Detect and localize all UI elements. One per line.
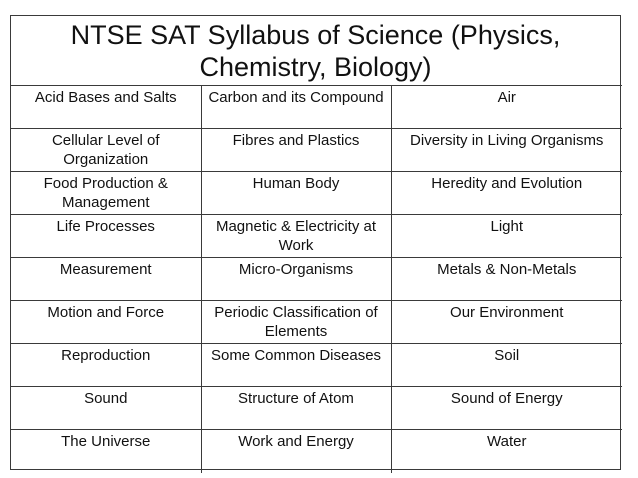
- table-cell: Work and Energy: [201, 430, 391, 473]
- table-cell: Acid Bases and Salts: [11, 86, 201, 129]
- table-cell: Motion and Force: [11, 301, 201, 344]
- table-cell: Carbon and its Compound: [201, 86, 391, 129]
- table-cell: Measurement: [11, 258, 201, 301]
- table-cell: Micro-Organisms: [201, 258, 391, 301]
- table-cell: Human Body: [201, 172, 391, 215]
- table-row: [11, 86, 622, 129]
- table-cell: Heredity and Evolution: [391, 172, 622, 215]
- table-row: [11, 430, 622, 473]
- table-cell: Structure of Atom: [201, 387, 391, 430]
- table-cell: Magnetic & Electricity at Work: [201, 215, 391, 258]
- table-cell: Light: [391, 215, 622, 258]
- table-cell: Soil: [391, 344, 622, 387]
- table-row: [11, 258, 622, 301]
- table-cell: Our Environment: [391, 301, 622, 344]
- syllabus-frame: [10, 15, 621, 470]
- table-cell: Diversity in Living Organisms: [391, 129, 622, 172]
- table-row: [11, 172, 622, 215]
- table-row: [11, 301, 622, 344]
- table-cell: Air: [391, 86, 622, 129]
- table-cell: Periodic Classification of Elements: [201, 301, 391, 344]
- table-cell: Some Common Diseases: [201, 344, 391, 387]
- syllabus-table: [11, 85, 622, 473]
- table-cell: Cellular Level of Organization: [11, 129, 201, 172]
- table-cell: Food Production & Management: [11, 172, 201, 215]
- table-cell: The Universe: [11, 430, 201, 473]
- table-row: [11, 344, 622, 387]
- table-row: [11, 215, 622, 258]
- slide-title: NTSE SAT Syllabus of Science (Physics, Chemistry, Biology): [11, 16, 620, 86]
- table-cell: Fibres and Plastics: [201, 129, 391, 172]
- table-cell: Sound of Energy: [391, 387, 622, 430]
- table-row: [11, 387, 622, 430]
- table-cell: Reproduction: [11, 344, 201, 387]
- table-cell: Water: [391, 430, 622, 473]
- table-cell: Sound: [11, 387, 201, 430]
- table-cell: Metals & Non-Metals: [391, 258, 622, 301]
- table-cell: Life Processes: [11, 215, 201, 258]
- table-row: [11, 129, 622, 172]
